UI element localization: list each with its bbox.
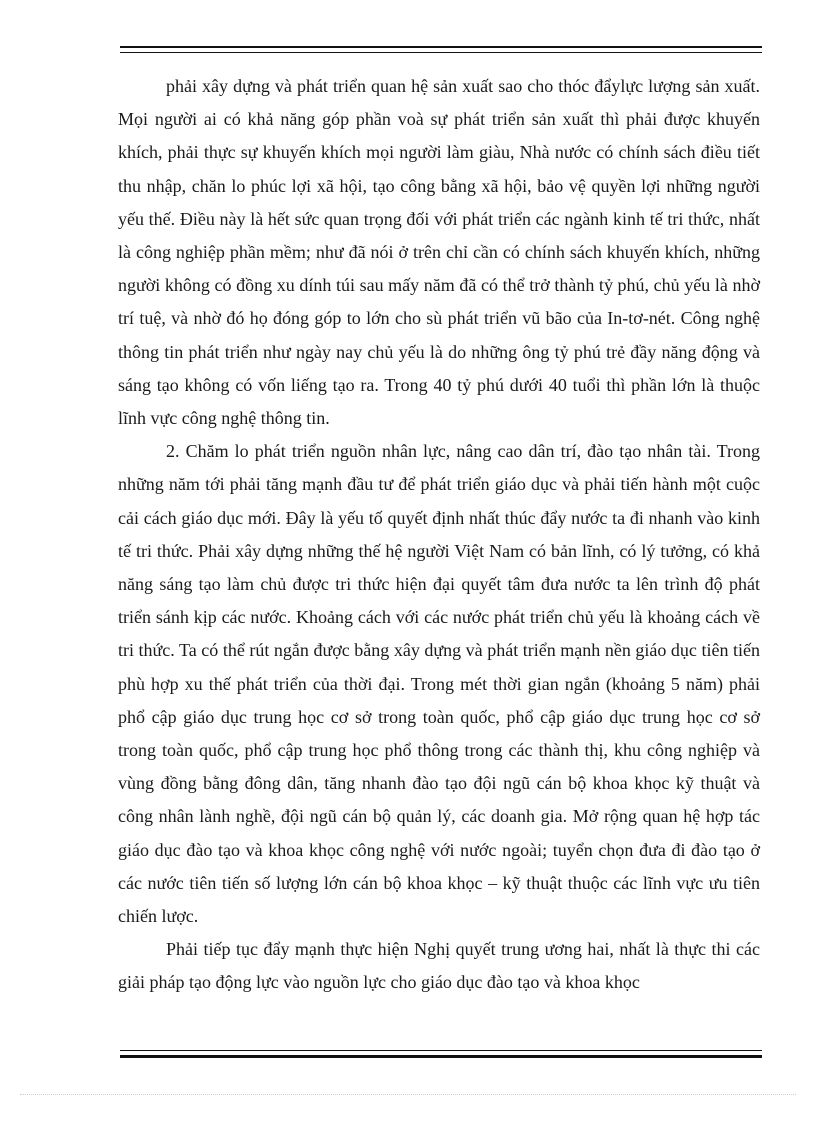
footer-double-rule [120, 1050, 762, 1058]
header-double-rule [120, 46, 762, 53]
paragraph-1: phải xây dựng và phát triển quan hệ sản xuất sao cho thóc đẩylực lượng sản xuất. Mọi người ai có khả năng góp phần voà sự phát triển sản xuất thì phải được khuyến khích, phải thực sự khuyến khích mọi người làm giàu, Nhà nước có chính sách điều tiết thu nhập, chăn lo phúc lợi xã hội, tạo công bằng xã hội, bảo vệ quyền lợi những người yếu thế. Điều này là hết sức quan trọng đối với phát triển các ngành kinh tế tri thức, nhất là công nghiệp phần mềm; như đã nói ở trên chỉ cần có chính sách khuyến khích, những người không có đồng xu dính túi sau mấy năm đã có thể trở thành tỷ phú, chủ yếu là nhờ trí tuệ, và nhờ đó họ đóng góp to lớn cho sù phát triển vũ bão của In-tơ-nét. Công nghệ thông tin phát triển như ngày nay chủ yếu là do những ông tỷ phú trẻ đầy năng động và sáng tạo không có vốn liếng tạo ra. Trong 40 tỷ phú dưới 40 tuổi thì phần lớn là thuộc lĩnh vực công nghệ thông tin. [118, 76, 760, 429]
document-body [118, 70, 760, 1000]
page-bottom-edge [20, 1094, 796, 1095]
paragraph-2: 2. Chăm lo phát triển nguồn nhân lực, nâng cao dân trí, đào tạo nhân tài. Trong những năm tới phải tăng mạnh đầu tư để phát triển giáo dục và phải tiến hành một cuộc cải cách giáo dục mới. Đây là yếu tố quyết định nhất thúc đẩy nước ta đi nhanh vào kinh tế tri thức. Phải xây dựng những thế hệ người Việt Nam có bản lĩnh, có lý tưởng, có khả năng sáng tạo làm chủ được tri thức hiện đại quyết tâm đưa nước ta lên trình độ phát triển sánh kịp các nước. Khoảng cách với các nước phát triển chủ yếu là khoảng cách về tri thức. Ta có thể rút ngắn được bằng xây dựng và phát triển mạnh nền giáo dục tiên tiến phù hợp xu thế phát triển của thời đại. Trong mét thời gian ngắn (khoảng 5 năm) phải phổ cập giáo dục trung học cơ sở trong toàn quốc, phổ cập giáo dục trung học cơ sở trong toàn quốc, phổ cập trung học phổ thông trong các thành thị, khu công nghiệp và vùng đồng bằng đông dân, tăng nhanh đào tạo đội ngũ cán bộ khoa khọc kỹ thuật và công nhân lành nghề, đội ngũ cán bộ quản lý, các doanh gia. Mở rộng quan hệ hợp tác giáo dục đào tạo và khoa khọc công nghệ với nước ngoài; tuyển chọn đưa đi đào tạo ở các nước tiên tiến số lượng lớn cán bộ khoa khọc – kỹ thuật thuộc các lĩnh vực ưu tiên chiến lược. [118, 441, 760, 927]
paragraph-3: Phải tiếp tục đẩy mạnh thực hiện Nghị quyết trung ương hai, nhất là thực thi các giải pháp tạo động lực vào nguồn lực cho giáo dục đào tạo và khoa khọc [118, 939, 760, 993]
